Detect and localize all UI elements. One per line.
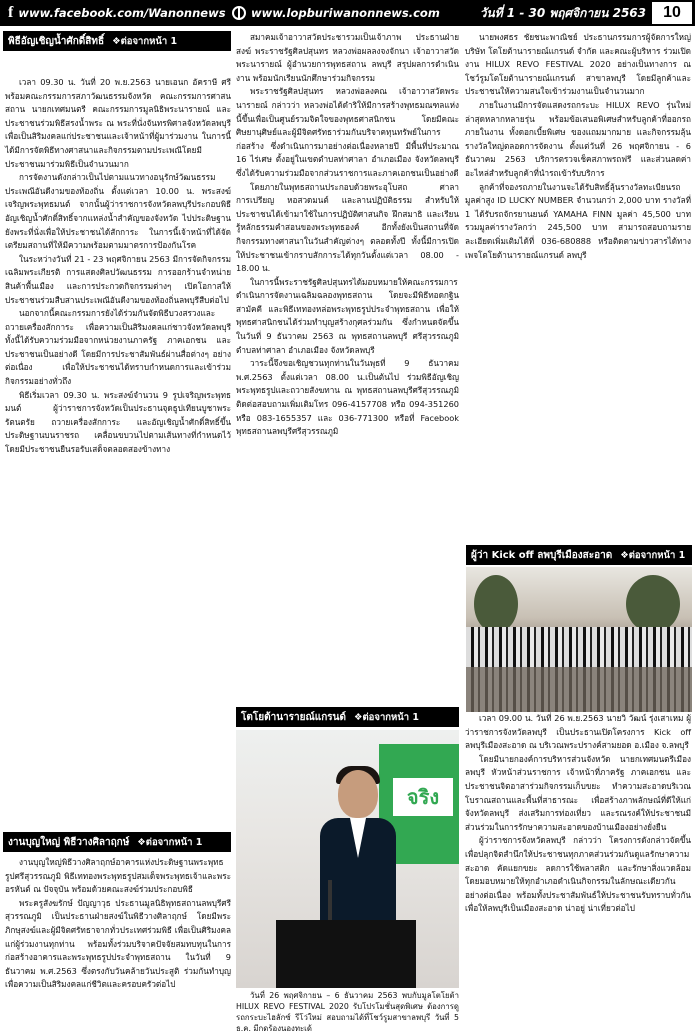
paragraph: พระราชรัฐศิลปสุนทร หลวงพ่อลงคณ เจ้าอาวาสวัดพระนารายณ์ กล่าวว่า หลวงพ่อได้ดำริให้มีการสร้างพุทธมณฑลแห่งนี้ขึ้นเพื่อเป็นศูนย์รวมจิตใจของพุทธศาสนิกชน โดยมีคณะศิษยานุศิษย์และผู้มีจิตศรัทธาร่วมกันบริจาคทุนทรัพย์ในการก่อสร้าง ซึ่งดำเนินการมาอย่างต่อเนื่องหลายปี มีพื้นที่ประมาณ 16 ไร่เศษ ตั้งอยู่ในเขตตำบลท่าศาลา อำเภอเมือง จังหวัดลพบุรี ซึ่งได้รับความร่วมมือจากส่วนราชการและภาคเอกชนเป็นอย่างดี	[236, 86, 459, 178]
paragraph: วาระนี้จึงขอเชิญชวนทุกท่านในวันพุธที่ 9 ธันวาคม พ.ศ.2563 ตั้งแต่เวลา 08.00 น.เป็นต้นไป ร่วมพิธีอัญเชิญพระพุทธรูปและถวายสังฆทาน ณ พุทธสถานลพบุรีศรีสุวรรณภูมิ ติดต่อสอบถามเพิ่มเติมโทร 096-4157708 หรือ 094-351260 หรือ 083-1655357 และ 036-771300 หรือที่ Facebook พุทธสถานลพบุรีศรีสุวรรณภูมิ	[236, 358, 459, 437]
headline-sacred-water	[3, 31, 231, 51]
kick-off-crowd-photo	[466, 567, 692, 712]
toyota-caption	[236, 990, 459, 1033]
headline-text: งานบุญใหญ่ พิธีวางศิลาฤกษ์	[8, 836, 130, 848]
ground	[466, 667, 692, 712]
lectern	[276, 920, 416, 988]
paragraph: งานบุญใหญ่พิธีวางศิลาฤกษ์อาคารแห่งประดิษฐานพระพุทธรูปศรีสุวรรณภูมิ พิธีเททองพระพุทธรูปสมเด็จพระพุทธเจ้าและพระอรหันต์ ณ ปัจจุบัน พร้อมด้วยคณะสงฆ์ร่วมประกอบพิธี	[5, 857, 231, 895]
paragraph: นอกจากนี้คณะกรรมการยังได้ร่วมกันจัดพิธีบวงสรวงและถวายเครื่องสักการะ เพื่อความเป็นสิริมงคลแก่ชาวจังหวัดลพบุรี ทั้งนี้ได้รับความร่วมมือจากหน่วยงานภาครัฐ ภาคเอกชน และประชาชนเป็นอย่างดี โดยมีการประชาสัมพันธ์ผ่านสื่อต่างๆ อย่างต่อเนื่อง เพื่อให้ประชาชนได้ทราบกำหนดการและเข้าร่วมกิจกรรมอย่างทั่วถึง	[5, 308, 231, 387]
facebook-url: www.facebook.com/Wanonnews	[18, 6, 226, 20]
toyota-speaker-photo	[236, 730, 459, 988]
headline-foundation-stone	[3, 832, 231, 852]
website-url: www.lopburiwanonnews.com	[251, 6, 440, 20]
paragraph: โดยมีนายกองค์การบริหารส่วนจังหวัด นายกเทศมนตรีเมืองลพบุรี หัวหน้าส่วนราชการ เจ้าหน้าที่ภาครัฐ ภาคเอกชน และประชาชนจิตอาสาร่วมกิจกรรมเก็บขยะ ทำความสะอาดบริเวณโบราณสถานและพื้นที่สาธารณะ เพื่อสร้างภาพลักษณ์ที่ดีให้แก่จังหวัดลพบุรี ส่งเสริมการท่องเที่ยว และรณรงค์ให้ประชาชนมีส่วนร่วมในการรักษาความสะอาดของบ้านเมืองอย่างยั่งยืน	[465, 753, 691, 832]
tree	[474, 575, 518, 633]
paragraph: เวลา 09.30 น. วันที่ 20 พ.ย.2563 นายเอนก อัคราษี ศรี พร้อมคณะกรรมการสภาวัฒนธรรมจังหวัด คณะกรรมการศาสนสถาน นายกเทศมนตรี คณะกรรมการมูลนิธิพระนารายณ์ และประชาชนร่วมพิธีสรงน้ำพระ ณ พระที่นั่งจันทรพิศาลจังหวัดลพบุรี เพื่อเป็นสิริมงคลแก่ประชาชนและเจ้าหน้าที่ผู้มาร่วมงาน ในการนี้ได้มีการจัดพิธีทางศาสนาและกิจกรรมตามประเพณีโดยมีประชาชนมาร่วมพิธีเป็นจำนวนมาก	[5, 77, 231, 169]
page-number: 10	[652, 2, 692, 24]
article-toyota-body	[465, 31, 691, 541]
continuation-label: ❖ต่อจากหน้า 1	[137, 836, 203, 848]
headline-kick-off	[466, 545, 692, 565]
headline-text: โตโยต้านารายณ์แกรนด์	[241, 711, 346, 723]
paragraph: สมาคมเจ้าอาวาสวัดประชารวมเป็นเจ้าภาพ ประธานฝ่ายสงฆ์ พระราชรัฐศิลปสุนทร หลวงพ่อผลลงจงจักนา เจ้าอาวาสวัดพระนารายณ์ ผู้อำนวยการพุทธสถาน ลพบุรี สรุปผลการดำเนินงาน พร้อมนักเรียนนักศึกษาร่วมกิจกรรม	[236, 32, 459, 83]
headline-text: พิธีอัญเชิญน้ำศักดิ์สิทธิ์	[8, 35, 105, 47]
kick-off-body	[465, 712, 691, 1020]
paragraph: โดยภายในพุทธสถานประกอบด้วยพระอุโบสถ ศาลาการเปรียญ หอสวดมนต์ และลานปฏิบัติธรรม สำหรับให้ประชาชนได้เข้ามาใช้ในการปฏิบัติศาสนกิจ ฝึกสมาธิ และเรียนรู้หลักธรรมคำสอนของพระพุทธองค์ อีกทั้งยังเป็นสถานที่จัดกิจกรรมทางศาสนาในวันสำคัญต่างๆ ตลอดทั้งปี ทั้งนี้มีการเปิดให้ประชาชนเข้ากราบสักการะได้ทุกวันตั้งแต่เวลา 08.00 - 18.00 น.	[236, 181, 459, 274]
page-header	[0, 0, 695, 26]
article-sacred-water-body	[5, 76, 231, 816]
continuation-label: ❖ต่อจากหน้า 1	[112, 35, 178, 47]
microphone	[328, 880, 332, 924]
paragraph: ภายในงานมีการจัดแสดงรถกระบะ HILUX REVO รุ่นใหม่ล่าสุดหลากหลายรุ่น พร้อมข้อเสนอพิเศษสำหรับลูกค้าที่ออกรถภายในงาน ทั้งดอกเบี้ยพิเศษ ของแถมมากมาย และกิจกรรมลุ้นรางวัลใหญ่ตลอดการจัดงาน ตั้งแต่วันที่ 26 พฤศจิกายน - 6 ธันวาคม 2563 บริการตรวจเช็คสภาพรถฟรี และส่วนลดค่าอะไหล่สำหรับลูกค้าที่นำรถเข้ารับบริการ	[465, 99, 691, 178]
paragraph: ในระหว่างวันที่ 21 - 23 พฤศจิกายน 2563 มีการจัดกิจกรรมเฉลิมพระเกียรติ การแสดงศิลปวัฒนธรรม การออกร้านจำหน่ายสินค้าพื้นเมือง และการประกวดกิจกรรมต่างๆ เปิดโอกาสให้ประชาชนร่วมสืบสานประเพณีอันดีงามของท้องถิ่นลพบุรีสืบต่อไป	[5, 253, 231, 305]
website-link[interactable]	[232, 6, 440, 20]
article-buddhist-center-body	[236, 31, 459, 705]
facebook-icon: f	[8, 4, 14, 21]
banner-sign-text: จริง	[393, 778, 453, 816]
paragraph: นายพงศธร ชัยชนะพาณิชย์ ประธานกรรมการผู้จัดการใหญ่ บริษัท โตโยต้านารายณ์แกรนด์ จำกัด และคณะผู้บริหาร ร่วมเปิดงาน HILUX REVO FESTIVAL 2020 อย่างเป็นทางการ ณ โชว์รูมโตโยต้านารายณ์แกรนด์ สาขาลพบุรี โดยมีลูกค้าและประชาชนให้ความสนใจเข้าร่วมงานเป็นจำนวนมาก	[465, 32, 691, 97]
paragraph: ผู้ว่าราชการจังหวัดลพบุรี กล่าวว่า โครงการดังกล่าวจัดขึ้นเพื่อปลุกจิตสำนึกให้ประชาชนทุกภาคส่วนร่วมกันดูแลรักษาความสะอาด คัดแยกขยะ ลดการใช้พลาสติก และรักษาสิ่งแวดล้อม โดยมอบหมายให้ทุกอำเภอดำเนินกิจกรรมในลักษณะเดียวกันอย่างต่อเนื่อง พร้อมทั้งประชาสัมพันธ์ให้ประชาชนรับทราบทั่วกัน เพื่อให้ลพบุรีเป็นเมืองสะอาด น่าอยู่ น่าเที่ยวต่อไป	[465, 835, 691, 914]
caption-text: เวลา 09.00 น. วันที่ 26 พ.ย.2563 นายวิ วัฒน์ รุ่งเสาเหม ผู้ว่าราชการจังหวัดลพบุรี เป็นประธานเปิดโครงการ Kick off ลพบุรีเมืองสะอาด ณ บริเวณพระปรางค์สามยอด อ.เมือง จ.ลพบุรี	[465, 713, 691, 751]
issue-date: วันที่ 1 - 30 พฤศจิกายน 2563	[479, 5, 646, 20]
globe-icon	[232, 6, 246, 20]
paragraph: การจัดงานดังกล่าวเป็นไปตามแนวทางอนุรักษ์วัฒนธรรมประเพณีอันดีงามของท้องถิ่น ตั้งแต่เวลา 10.00 น. พระสงฆ์เจริญพระพุทธมนต์ จากนั้นผู้ว่าราชการจังหวัดลพบุรีประกอบพิธีอัญเชิญน้ำศักดิ์สิทธิ์จากแหล่งน้ำสำคัญของจังหวัด ไปประดิษฐานยังพระที่นั่งเพื่อให้ประชาชนได้สักการะ ในการนี้เจ้าหน้าที่ได้จัดเตรียมสถานที่ให้มีความพร้อมตามมาตรการป้องกันโรค	[5, 172, 231, 251]
continuation-label: ❖ต่อจากหน้า 1	[620, 549, 686, 561]
paragraph: ในการนี้พระราชรัฐศิลปสุนทรได้มอบหมายให้คณะกรรมการดำเนินการจัดงานเฉลิมฉลองพุทธสถาน โดยจะมีพิธีทอดกฐินสามัคคี และพิธีเททองหล่อพระพุทธรูปประจำพุทธสถาน เพื่อให้พุทธศาสนิกชนได้ร่วมทำบุญสร้างกุศลร่วมกัน ซึ่งกำหนดจัดขึ้นในวันที่ 9 ธันวาคม 2563 ณ พุทธสถานลพบุรี ศรีสุวรรณภูมิ ตำบลท่าศาลา อำเภอเมือง จังหวัดลพบุรี	[236, 276, 459, 355]
continuation-label: ❖ต่อจากหน้า 1	[353, 711, 420, 723]
paragraph: พระครูสังฆรักษ์ ปัญญาวุธ ประธานมูลนิธิพุทธสถานลพบุรีศรีสุวรรณภูมิ เป็นประธานฝ่ายสงฆ์ในพิธีวางศิลาฤกษ์ โดยมีพระภิกษุสงฆ์และผู้มีจิตศรัทธาจากทั่วประเทศร่วมพิธี เพื่อเป็นศิริมงคลแก่ผู้ร่วมงานทุกท่าน พร้อมทั้งร่วมบริจาคปัจจัยสมทบทุนในการก่อสร้างอาคารและพระพุทธรูปประจำพุทธสถาน ในวันที่ 9 ธันวาคม พ.ศ.2563 ซึ่งตรงกับวันคล้ายวันประสูติ ร่วมกันทำบุญเพื่อความเป็นสิริมงคลแก่ชีวิตและครอบครัวต่อไป	[5, 897, 231, 990]
headline-text: ผู้ว่า Kick off ลพบุรีเมืองสะอาด	[471, 549, 613, 561]
headline-toyota	[236, 707, 459, 727]
caption-text: วันที่ 26 พฤศจิกายน – 6 ธันวาคม 2563 พบกับมูลโตโยต้า HILUX REVO FESTIVAL 2020 รับโปรโมชั่นสุดพิเศษ ต้องการดูรถกระบะไฮลักซ์ รีโว่ใหม่ สอบถามได้ที่โชว์รูมสาขาลพบุรี วันที่ 5 ธ.ค. มีกดร้องนองทะเด้	[236, 991, 459, 1033]
paragraph: พิธีเริ่มเวลา 09.30 น. พระสงฆ์จำนวน 9 รูปเจริญพระพุทธมนต์ ผู้ว่าราชการจังหวัดเป็นประธานจุดธูปเทียนบูชาพระรัตนตรัย ถวายเครื่องสักการะ และอัญเชิญน้ำศักดิ์สิทธิ์ขึ้นประดิษฐานบนราชรถ เคลื่อนขบวนไปตามเส้นทางที่กำหนดไว้ โดยมีประชาชนยืนรอรับเสด็จตลอดสองข้างทาง	[5, 389, 231, 455]
article-foundation-stone-body	[5, 856, 231, 1020]
tree	[626, 575, 680, 633]
paragraph: ลูกค้าที่จองรถภายในงานจะได้รับสิทธิ์ลุ้นรางวัลทะเบียนรถมูลค่าสูง ID LUCKY NUMBER จำนวนกว่า 2,000 บาท รางวัลที่ 1 ได้รับรถจักรยานยนต์ YAMAHA FINN มูลค่า 45,500 บาท รวมมูลค่ารางวัลกว่า 245,500 บาท สามารถสอบถามรายละเอียดเพิ่มเติมได้ที่ 036-680888 หรือติดตามข่าวสารได้ทางเพจโตโยต้านารายณ์แกรนด์ ลพบุรี	[465, 181, 691, 260]
facebook-link[interactable]	[0, 4, 226, 22]
